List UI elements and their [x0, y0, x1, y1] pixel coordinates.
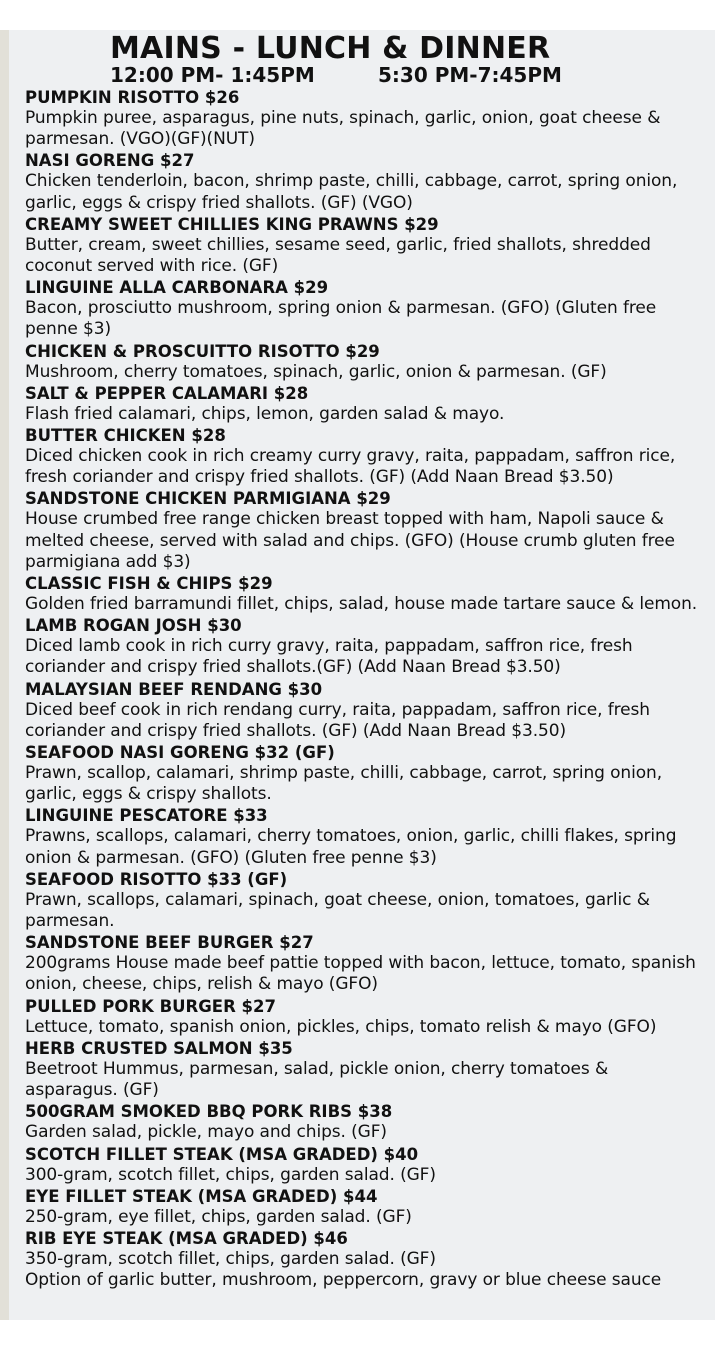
- item-name: SEAFOOD NASI GORENG $32 (GF): [25, 743, 335, 763]
- menu-item: [25, 1228, 705, 1270]
- item-name: BUTTER CHICKEN $28: [25, 426, 226, 446]
- item-description: Diced beef cook in rich rendang curry, raita, pappadam, saffron rice, fresh coriander and crispy fried shallots. (GF) (Add Naan Bread $3.50): [25, 699, 650, 741]
- menu-item: [25, 87, 705, 150]
- item-description: Diced chicken cook in rich creamy curry gravy, raita, pappadam, saffron rice, fresh coriander and crispy fried shallots. (GF) (Add Naan Bread $3.50): [25, 446, 676, 488]
- item-name: SANDSTONE CHICKEN PARMIGIANA $29: [25, 489, 391, 509]
- item-name: SALT & PEPPER CALAMARI $28: [25, 383, 309, 403]
- item-name: SANDSTONE BEEF BURGER $27: [25, 933, 314, 953]
- item-name: EYE FILLET STEAK (MSA GRADED) $44: [25, 1186, 378, 1206]
- menu-item: [25, 869, 705, 932]
- item-name: LINGUINE PESCATORE $33: [25, 806, 268, 826]
- item-description: Lettuce, tomato, spanish onion, pickles, chips, tomato relish & mayo (GFO): [25, 1016, 657, 1037]
- menu-header: [110, 31, 590, 87]
- menu-list: [25, 87, 705, 1291]
- menu-item: [25, 425, 705, 488]
- menu-item: [25, 150, 705, 213]
- item-description: Mushroom, cherry tomatoes, spinach, garlic, onion & parmesan. (GF): [25, 361, 607, 382]
- menu-item: [25, 1144, 705, 1186]
- item-name: SEAFOOD RISOTTO $33 (GF): [25, 869, 288, 889]
- item-description: 300-gram, scotch fillet, chips, garden salad. (GF): [25, 1164, 436, 1185]
- sauce-options-note: Option of garlic butter, mushroom, peppercorn, gravy or blue cheese sauce: [25, 1270, 662, 1291]
- item-description: Chicken tenderloin, bacon, shrimp paste, chilli, cabbage, carrot, spring onion, garlic, eggs & crispy fried shallots. (GF) (VGO): [25, 171, 678, 213]
- item-name: MALAYSIAN BEEF RENDANG $30: [25, 679, 323, 699]
- item-name: PUMPKIN RISOTTO $26: [25, 88, 240, 107]
- page-left-edge: [0, 30, 9, 1320]
- service-times: [110, 64, 590, 86]
- item-description: Flash fried calamari, chips, lemon, garden salad & mayo.: [25, 403, 505, 424]
- menu-item: [25, 996, 705, 1038]
- item-name: CREAMY SWEET CHILLIES KING PRAWNS $29: [25, 214, 439, 234]
- menu-item: [25, 1038, 705, 1101]
- menu-item: [25, 805, 705, 868]
- menu-item: [25, 615, 705, 678]
- item-name: NASI GORENG $27: [25, 151, 195, 171]
- menu-item: [25, 1186, 705, 1228]
- item-name: CLASSIC FISH & CHIPS $29: [25, 574, 273, 594]
- menu-title: MAINS - LUNCH & DINNER: [110, 31, 551, 66]
- item-description: Prawns, scallops, calamari, cherry tomatoes, onion, garlic, chilli flakes, spring onion & parmesan. (GFO) (Gluten free penne $3): [25, 826, 677, 868]
- item-description: Pumpkin puree, asparagus, pine nuts, spinach, garlic, onion, goat cheese & parmesan. (VGO)(GF)(NUT): [25, 108, 661, 150]
- menu-item: [25, 341, 705, 383]
- item-description: Golden fried barramundi fillet, chips, salad, house made tartare sauce & lemon.: [25, 594, 698, 615]
- item-description: 200grams House made beef pattie topped with bacon, lettuce, tomato, spanish onion, cheese, chips, relish & mayo (GFO): [25, 953, 696, 995]
- item-name: SCOTCH FILLET STEAK (MSA GRADED) $40: [25, 1144, 419, 1164]
- menu-item: [25, 383, 705, 425]
- item-description: 350-gram, scotch fillet, chips, garden salad. (GF): [25, 1248, 436, 1269]
- item-name: CHICKEN & PROSCUITTO RISOTTO $29: [25, 341, 380, 361]
- item-name: 500GRAM SMOKED BBQ PORK RIBS $38: [25, 1102, 393, 1122]
- item-description: Prawn, scallop, calamari, shrimp paste, chilli, cabbage, carrot, spring onion, garlic, eggs & crispy shallots.: [25, 763, 663, 805]
- item-description: Butter, cream, sweet chillies, sesame seed, garlic, fried shallots, shredded coconut served with rice. (GF): [25, 234, 651, 277]
- item-name: HERB CRUSTED SALMON $35: [25, 1038, 293, 1058]
- menu-item: [25, 277, 705, 340]
- menu-item: [25, 1101, 705, 1143]
- item-name: LINGUINE ALLA CARBONARA $29: [25, 278, 329, 298]
- dinner-time: 5:30 PM-7:45PM: [378, 63, 562, 87]
- item-description: Diced lamb cook in rich curry gravy, raita, pappadam, saffron rice, fresh coriander and crispy fried shallots.(GF) (Add Naan Bread $3.50): [25, 636, 633, 678]
- item-description: Bacon, prosciutto mushroom, spring onion & parmesan. (GFO) (Gluten free penne $3): [25, 298, 657, 340]
- menu-item: [25, 742, 705, 805]
- lunch-time: 12:00 PM- 1:45PM: [110, 63, 315, 87]
- item-description: 250-gram, eye fillet, chips, garden salad. (GF): [25, 1206, 412, 1227]
- item-description: House crumbed free range chicken breast topped with ham, Napoli sauce & melted cheese, served with salad and chips. (GFO) (House crumb gluten free parmigiana add $3): [25, 509, 675, 572]
- menu-item: [25, 932, 705, 995]
- item-description: Prawn, scallops, calamari, spinach, goat cheese, onion, tomatoes, garlic & parmesan.: [25, 889, 650, 932]
- menu-item: [25, 214, 705, 277]
- item-description: Beetroot Hummus, parmesan, salad, pickle onion, cherry tomatoes & asparagus. (GF): [25, 1058, 609, 1101]
- item-name: LAMB ROGAN JOSH $30: [25, 616, 242, 636]
- item-name: PULLED PORK BURGER $27: [25, 996, 276, 1016]
- item-description: Garden salad, pickle, mayo and chips. (GF): [25, 1122, 387, 1143]
- menu-item: [25, 488, 705, 573]
- menu-item: [25, 573, 705, 615]
- item-name: RIB EYE STEAK (MSA GRADED) $46: [25, 1228, 348, 1248]
- menu-item: [25, 679, 705, 742]
